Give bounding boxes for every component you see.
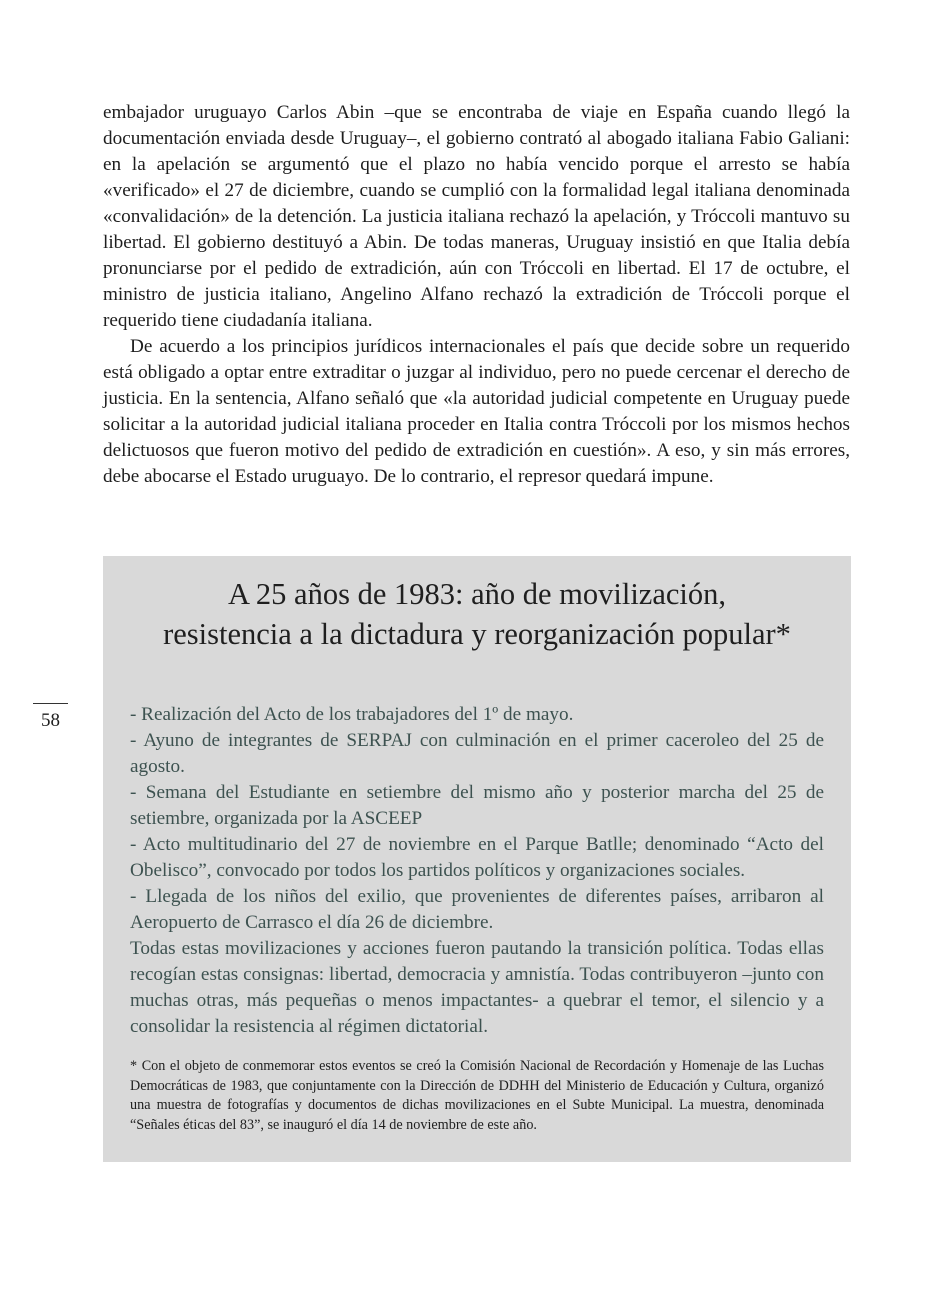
page-number-rule	[33, 703, 68, 704]
page-number: 58	[41, 710, 60, 731]
box-title	[130, 574, 824, 654]
sidebar-box	[103, 556, 851, 1162]
box-title-line-1: A 25 años de 1983: año de movilización,	[227, 577, 727, 611]
main-body-text	[103, 100, 850, 490]
events-list	[130, 702, 824, 1040]
list-item: - Llegada de los niños del exilio, que provenientes de diferentes países, arribaron al Aeropuerto de Carrasco el día 26 de diciembre.	[130, 886, 824, 933]
body-paragraph: embajador uruguayo Carlos Abin –que se encontraba de viaje en España cuando llegó la documentación enviada desde Uruguay–, el gobierno contrató al abogado italiana Fabio Galiani: en la apelación se argumentó que el plazo no había vencido porque el arresto se había «verificado» el 27 de diciembre, cuando se cumplió con la formalidad legal italiana denominada «convalidación» de la detención. La justicia italiana rechazó la apelación, y Tróccoli mantuvo su libertad. El gobierno destituyó a Abin. De todas maneras, Uruguay insistió en que Italia debía pronunciarse por el pedido de extradición, aún con Tróccoli en libertad. El 17 de octubre, el ministro de justicia italiano, Angelino Alfano rechazó la extradición de Tróccoli porque el requerido tiene ciudadanía italiana.	[103, 102, 850, 331]
list-item: - Ayuno de integrantes de SERPAJ con culminación en el primer caceroleo del 25 de agosto.	[130, 730, 824, 777]
body-paragraph: De acuerdo a los principios jurídicos internacionales el país que decide sobre un requerido está obligado a optar entre extraditar o juzgar al individuo, pero no puede cercenar el derecho de justicia. En la sentencia, Alfano señaló que «la autoridad judicial competente en Uruguay puede solicitar a la autoridad judicial italiana proceder en Italia contra Tróccoli por los mismos hechos delictuosos que fueron motivo del pedido de extradición en cuestión». A eso, y sin más errores, debe abocarse el Estado uruguayo. De lo contrario, el represor quedará impune.	[103, 336, 850, 487]
list-item: - Acto multitudinario del 27 de noviembre en el Parque Batlle; denominado “Acto del Obelisco”, convocado por todos los partidos políticos y organizaciones sociales.	[130, 834, 824, 881]
footnote: * Con el objeto de conmemorar estos eventos se creó la Comisión Nacional de Recordación y Homenaje de las Luchas Democráticas de 1983, que conjuntamente con la Dirección de DDHH del Ministerio de Educación y Cultura, organizó una muestra de fotografías y documentos de dichas movilizaciones en el Subte Municipal. La muestra, denominada “Señales éticas del 83”, se inauguró el día 14 de noviembre de este año.	[130, 1058, 824, 1133]
box-title-line-2: resistencia a la dictadura y reorganización popular*	[163, 617, 791, 651]
list-item: - Semana del Estudiante en setiembre del mismo año y posterior marcha del 25 de setiembre, organizada por la ASCEEP	[130, 782, 824, 829]
list-item: - Realización del Acto de los trabajadores del 1º de mayo.	[130, 704, 574, 725]
closing-paragraph: Todas estas movilizaciones y acciones fueron pautando la transición política. Todas ellas recogían estas consignas: libertad, democracia y amnistía. Todas contribuyeron –junto con muchas otras, más pequeñas o menos impactantes- a quebrar el temor, el silencio y a consolidar la resistencia al régimen dictatorial.	[130, 938, 824, 1037]
